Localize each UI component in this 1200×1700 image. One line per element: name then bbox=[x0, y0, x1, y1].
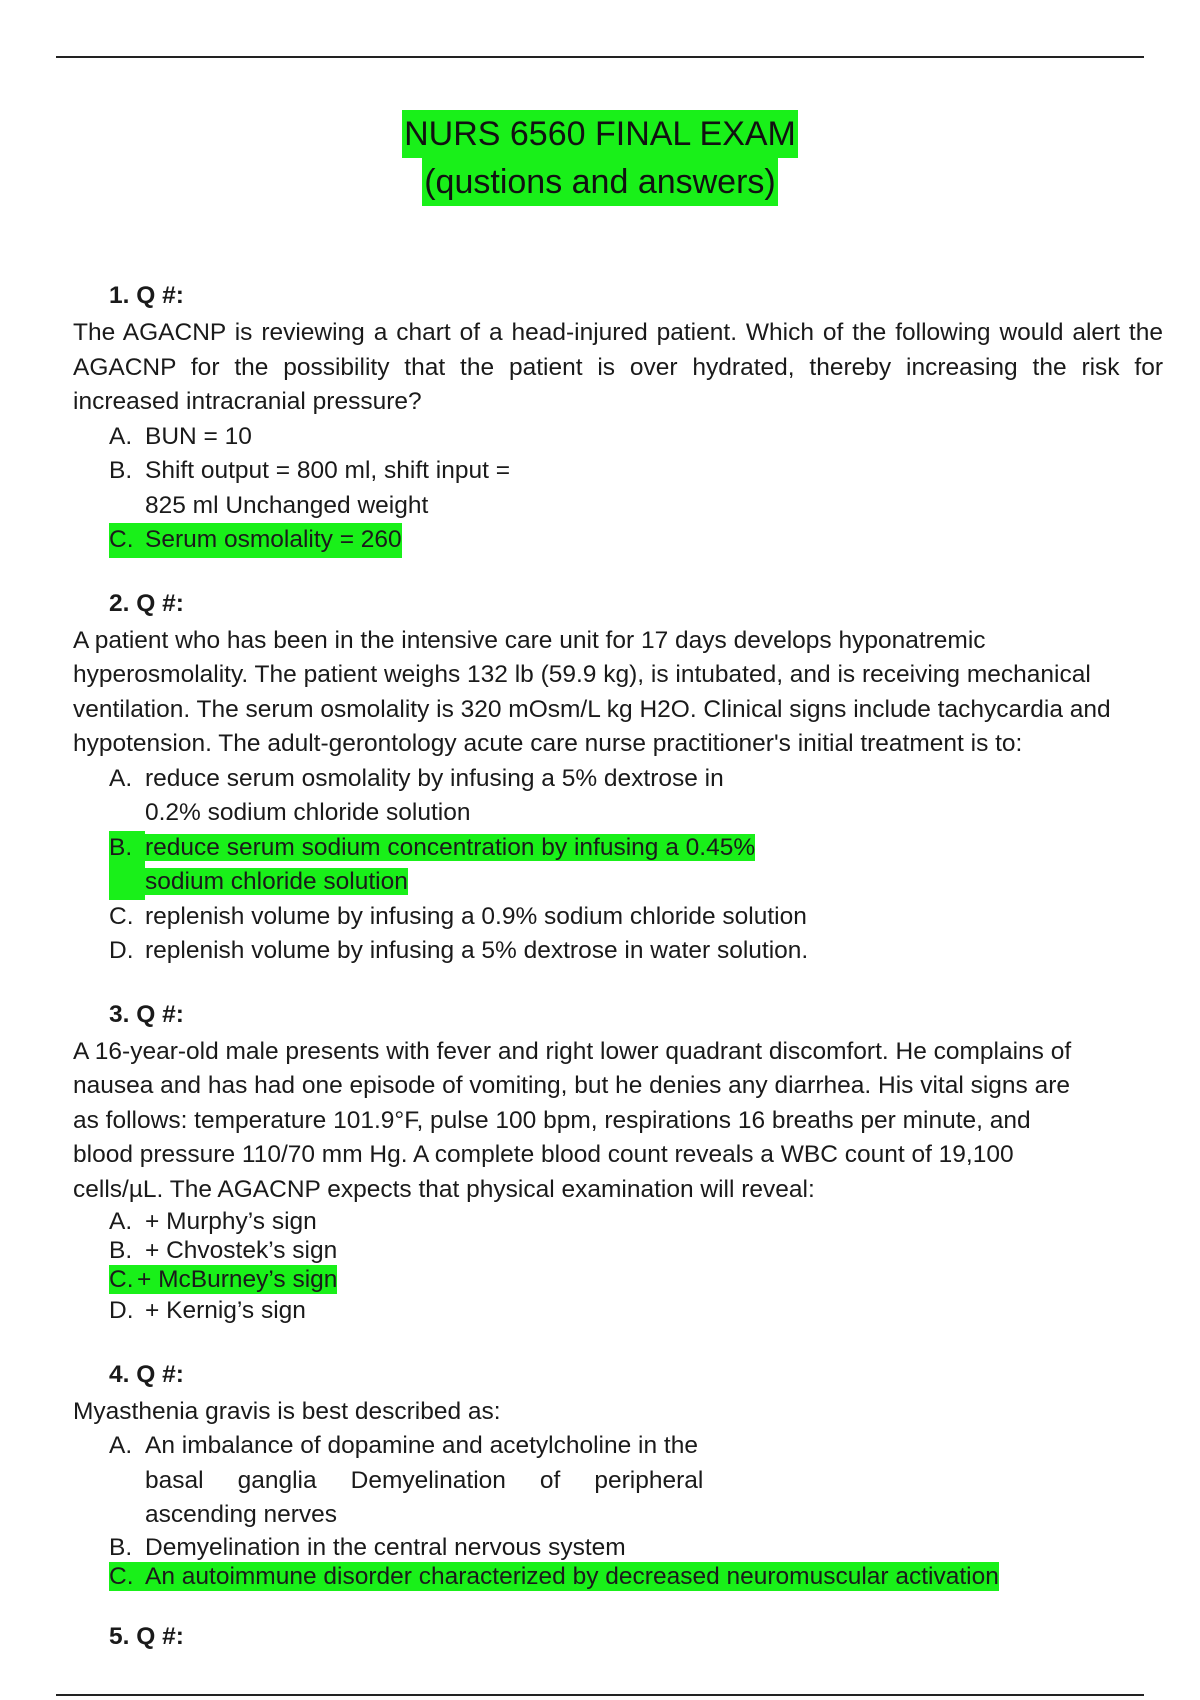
option-text: + McBurney’s sign bbox=[137, 1266, 338, 1293]
question-number: 3. Q #: bbox=[109, 1000, 184, 1028]
option-text-continued: 825 ml Unchanged weight bbox=[145, 491, 429, 519]
option-a bbox=[109, 1429, 1163, 1533]
option-text: reduce serum sodium concentration by infusing a 0.45% bbox=[145, 833, 756, 861]
option-b bbox=[109, 1236, 1163, 1265]
option-c bbox=[109, 900, 1163, 935]
option-letter: B. bbox=[109, 457, 133, 484]
question-3 bbox=[73, 995, 1163, 1329]
title-line-2: (qustions and answers) bbox=[422, 158, 778, 206]
option-d bbox=[109, 934, 1163, 969]
question-number: 2. Q #: bbox=[109, 589, 184, 617]
stem-line: nausea and has had one episode of vomiting, but he denies any diarrhea. His vital signs are bbox=[73, 1072, 1070, 1099]
option-b-correct bbox=[109, 831, 1163, 900]
option-list bbox=[73, 762, 1163, 969]
question-stem: The AGACNP is reviewing a chart of a head-injured patient. Which of the following would alert the AGACNP for the possibility that the patient is over hydrated, thereby increasing the risk for increased intracranial pressure? bbox=[73, 319, 1163, 415]
option-letter: B. bbox=[109, 1237, 133, 1264]
option-b bbox=[109, 1533, 1163, 1562]
option-d bbox=[109, 1294, 1163, 1329]
option-c-correct bbox=[109, 523, 1163, 558]
option-letter: B. bbox=[109, 831, 145, 900]
option-text: BUN = 10 bbox=[145, 422, 252, 450]
question-2 bbox=[73, 584, 1163, 969]
option-letter: C. bbox=[109, 1562, 134, 1590]
bottom-rule bbox=[56, 1694, 1144, 1696]
option-text: + Kernig’s sign bbox=[145, 1297, 306, 1324]
option-text: Shift output = 800 ml, shift input = bbox=[145, 457, 510, 484]
question-4 bbox=[73, 1355, 1163, 1591]
answer-highlight bbox=[109, 1562, 999, 1591]
answer-highlight bbox=[109, 523, 402, 558]
option-letter: B. bbox=[109, 1533, 133, 1561]
option-letter: D. bbox=[109, 1297, 134, 1324]
option-text: Serum osmolality = 260 bbox=[145, 526, 402, 553]
option-list bbox=[73, 1429, 1163, 1591]
option-text: replenish volume by infusing a 0.9% sodium chloride solution bbox=[145, 902, 807, 930]
option-a bbox=[109, 1207, 1163, 1236]
option-letter: A. bbox=[109, 422, 133, 450]
option-c-correct bbox=[109, 1562, 1163, 1591]
stem-line: cells/µL. The AGACNP expects that physical examination will reveal: bbox=[73, 1175, 815, 1203]
question-1 bbox=[73, 276, 1163, 558]
question-number: 1. Q #: bbox=[109, 282, 184, 309]
option-text-continued: 0.2% sodium chloride solution bbox=[145, 799, 471, 826]
option-list bbox=[73, 420, 1163, 558]
question-stem: Myasthenia gravis is best described as: bbox=[73, 1397, 501, 1425]
question-5 bbox=[73, 1617, 1163, 1657]
option-text: Demyelination in the central nervous system bbox=[145, 1533, 626, 1561]
option-a bbox=[109, 420, 1163, 455]
option-text: replenish volume by infusing a 5% dextrose in water solution. bbox=[145, 937, 809, 964]
question-number: 5. Q #: bbox=[109, 1622, 184, 1650]
option-text: + Chvostek’s sign bbox=[145, 1237, 338, 1264]
option-a bbox=[109, 762, 1163, 831]
stem-line: blood pressure 110/70 mm Hg. A complete blood count reveals a WBC count of 19,100 bbox=[73, 1141, 1014, 1168]
stem-line: A 16-year-old male presents with fever and right lower quadrant discomfort. He complains of bbox=[73, 1037, 1072, 1065]
option-letter: C. bbox=[109, 526, 134, 553]
option-text: An imbalance of dopamine and acetylcholine in the bbox=[145, 1432, 698, 1459]
option-text-continued: sodium chloride solution bbox=[145, 868, 408, 895]
option-letter: D. bbox=[109, 937, 134, 964]
option-letter: A. bbox=[109, 1432, 133, 1459]
option-letter: C. bbox=[109, 1266, 134, 1293]
option-text: reduce serum osmolality by infusing a 5% dextrose in bbox=[145, 764, 724, 792]
stem-line: as follows: temperature 101.9°F, pulse 100 bpm, respirations 16 breaths per minute, and bbox=[73, 1106, 1031, 1134]
option-b bbox=[109, 454, 1163, 523]
title-line-1: NURS 6560 FINAL EXAM bbox=[402, 110, 798, 158]
option-letter: C. bbox=[109, 902, 134, 930]
question-number: 4. Q #: bbox=[109, 1360, 184, 1388]
questions-list bbox=[73, 276, 1163, 1683]
option-letter: A. bbox=[109, 764, 133, 792]
option-text: + Murphy’s sign bbox=[145, 1208, 317, 1235]
question-stem: A patient who has been in the intensive care unit for 17 days develops hyponatremic hyperosmolality. The patient weighs 132 lb (59.9 kg), is intubated, and is receiving mechanical ventilation. The serum osmolality is 320 mOsm/L kg H2O. Clinical signs include tachycardia and hypotension. The adult-gerontology acute care nurse practitioner's initial treatment is to: bbox=[73, 626, 1111, 757]
option-text-continued: basal ganglia Demyelination of peripheral bbox=[145, 1466, 704, 1494]
option-letter: A. bbox=[109, 1208, 133, 1235]
top-rule bbox=[56, 56, 1144, 58]
question-stem bbox=[73, 1035, 1163, 1208]
answer-highlight bbox=[109, 1265, 337, 1294]
option-c-correct bbox=[109, 1265, 1163, 1294]
option-list bbox=[73, 1207, 1163, 1329]
option-text: An autoimmune disorder characterized by decreased neuromuscular activation bbox=[145, 1562, 999, 1590]
option-text-continued: ascending nerves bbox=[145, 1501, 338, 1528]
document-title bbox=[0, 110, 1200, 206]
